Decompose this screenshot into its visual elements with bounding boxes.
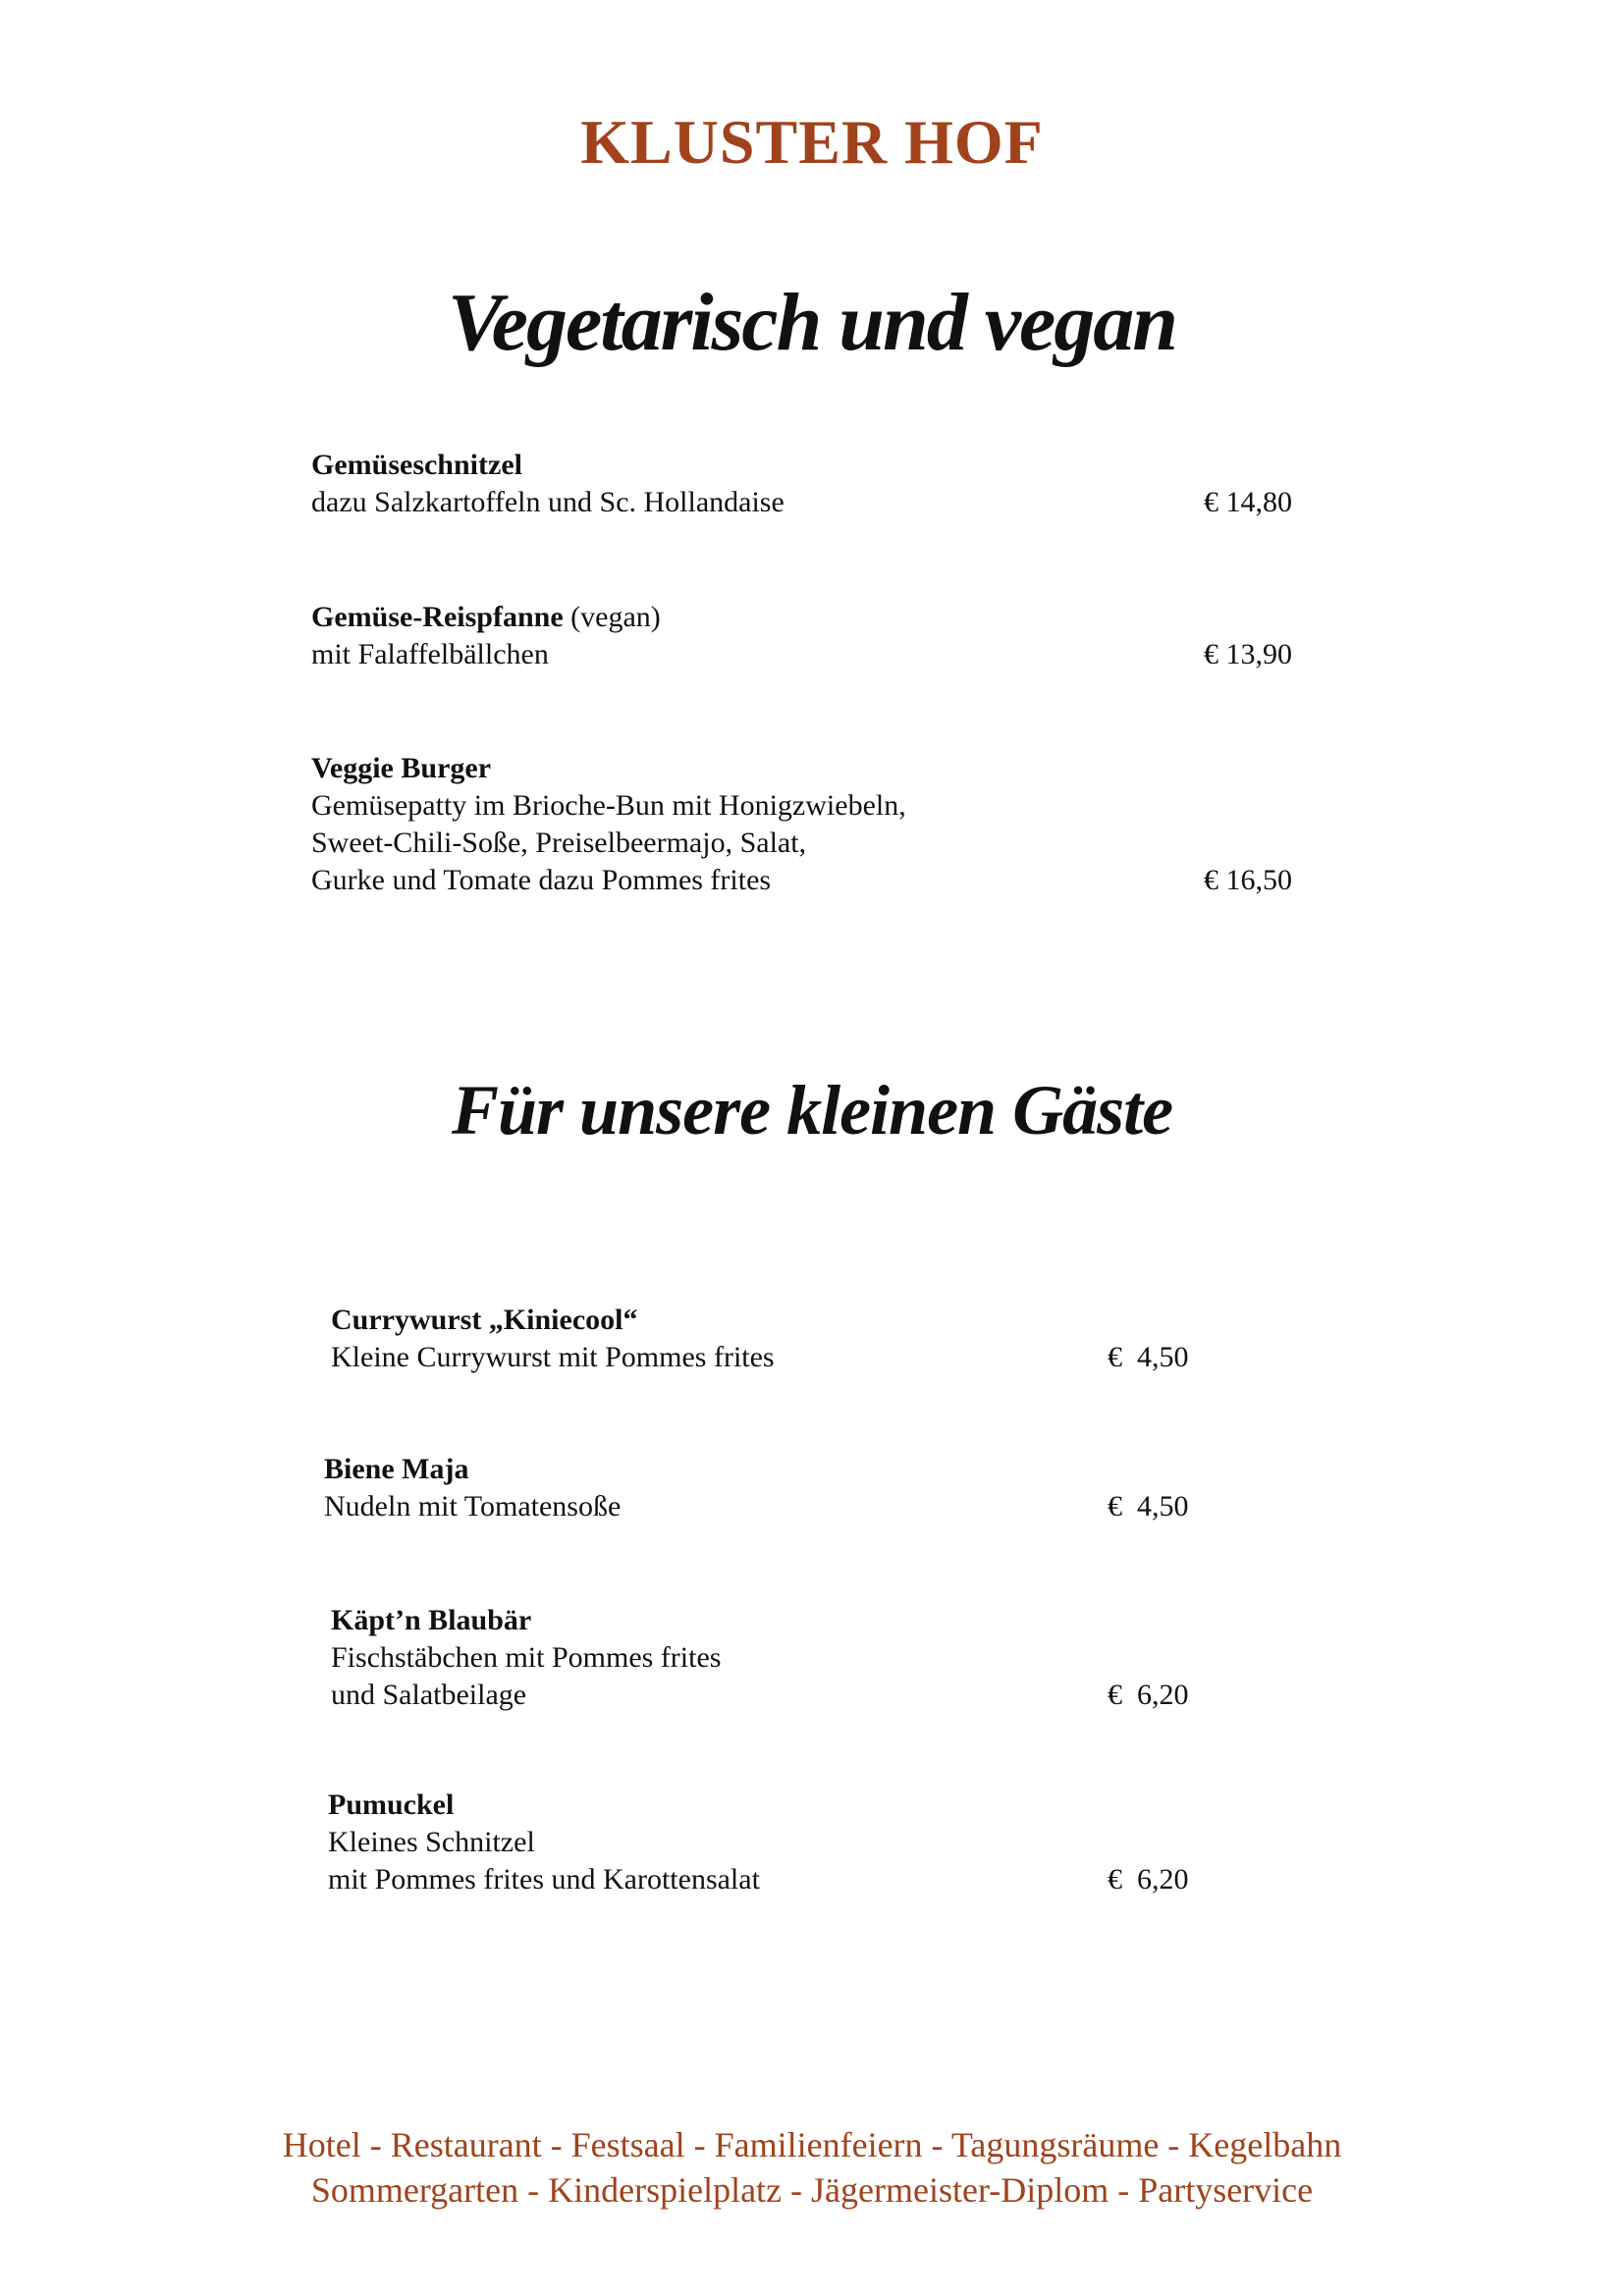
menu-item-biene-maja [324, 1451, 621, 1525]
menu-item-kaeptn-blaubaer [331, 1602, 721, 1714]
item-name: Biene Maja [324, 1453, 469, 1485]
item-name: Gemüse-Reispfanne [311, 601, 564, 633]
footer-services-line-2: Sommergarten - Kinderspielplatz - Jägermeister-Diplom - Partyservice [310, 2170, 1314, 2210]
item-name-line [311, 599, 661, 636]
item-description: dazu Salzkartoffeln und Sc. Hollandaise [311, 486, 785, 518]
brand-title: KLUSTER HOF [580, 107, 1044, 177]
item-description: Gemüsepatty im Brioche-Bun mit Honigzwiebeln, [311, 789, 906, 822]
item-description: Sweet-Chili-Soße, Preiselbeermajo, Salat, [311, 827, 807, 859]
item-description: Gurke und Tomate dazu Pommes frites [311, 864, 772, 896]
item-price: € 4,50 [1108, 1490, 1189, 1522]
item-price: € 13,90 [1204, 638, 1292, 670]
menu-item-pumuckel [328, 1787, 760, 1898]
item-description: Nudeln mit Tomatensoße [324, 1490, 622, 1522]
item-price: € 4,50 [1108, 1341, 1189, 1373]
menu-item-veggie-burger [311, 750, 906, 899]
footer-services-line-1: Hotel - Restaurant - Festsaal - Familienfeiern - Tagungsräume - Kegelbahn [282, 2125, 1342, 2164]
item-price: € 6,20 [1108, 1679, 1189, 1711]
menu-item-gemueseschnitzel [311, 447, 785, 521]
section-heading-kids: Für unsere kleinen Gäste [451, 1071, 1173, 1149]
item-name: Gemüseschnitzel [311, 449, 522, 481]
item-description: mit Falaffelbällchen [311, 638, 549, 670]
item-note: (vegan) [563, 601, 661, 633]
item-description: und Salatbeilage [331, 1679, 527, 1711]
item-name: Pumuckel [328, 1789, 455, 1821]
item-description: Kleines Schnitzel [328, 1826, 535, 1858]
item-name: Käpt’n Blaubär [331, 1604, 532, 1636]
item-price: € 6,20 [1108, 1863, 1189, 1896]
section-heading-vegetarian: Vegetarisch und vegan [447, 277, 1177, 368]
item-description: mit Pommes frites und Karottensalat [328, 1863, 760, 1896]
item-price: € 14,80 [1204, 486, 1292, 518]
item-name: Currywurst „Kiniecool“ [331, 1304, 638, 1336]
item-name: Veggie Burger [311, 752, 492, 784]
item-description: Kleine Currywurst mit Pommes frites [331, 1341, 775, 1373]
item-price: € 16,50 [1204, 864, 1292, 896]
menu-item-gemuese-reispfanne [311, 599, 661, 673]
item-description: Fischstäbchen mit Pommes frites [331, 1641, 722, 1674]
menu-item-currywurst [331, 1302, 775, 1376]
